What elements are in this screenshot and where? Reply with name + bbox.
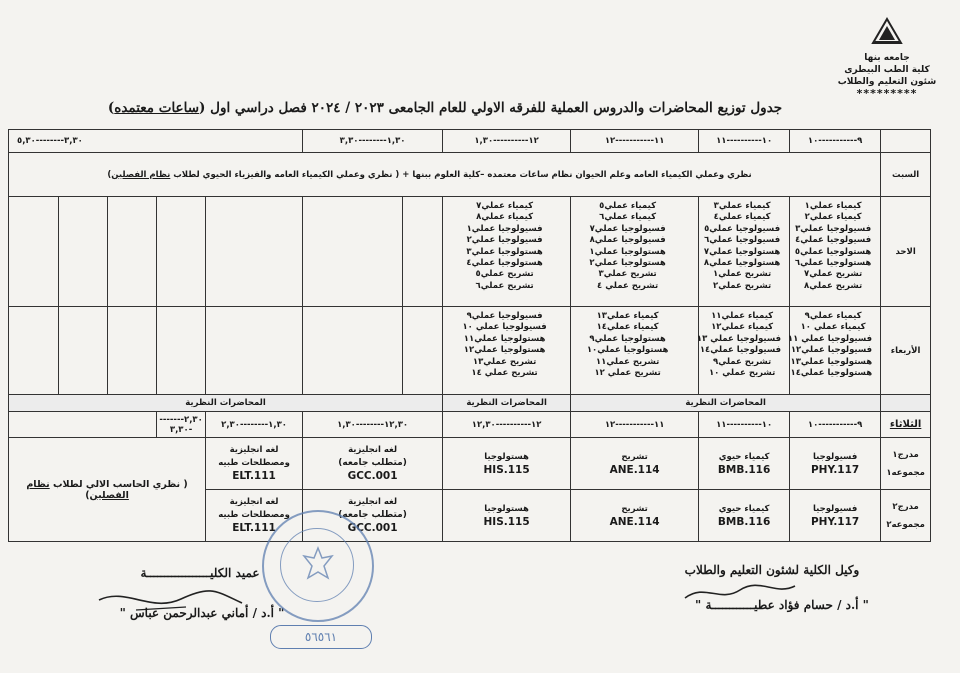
- list-item: فسيولوجيا عملي ١٠: [462, 322, 547, 333]
- list-item: كيمياء عملي٦: [599, 212, 657, 223]
- list-item: هستولوجيا عملي٢: [589, 258, 666, 269]
- saturday-row: [9, 153, 931, 197]
- wednesday-slot-1: [787, 307, 881, 395]
- dean-title: عميد الكليــــــــــــــــــة: [140, 566, 260, 580]
- list-item: تشريح عملي٨: [804, 280, 863, 291]
- empty-cell: [157, 307, 206, 395]
- list-item: كيمياء عملي٥: [599, 201, 657, 211]
- wednesday-slot-2: [696, 307, 790, 395]
- time-slot: ١٢----------١٢,٣٠: [443, 412, 571, 438]
- section-head: المحاضرات النظرية: [443, 395, 571, 412]
- university-name: جامعه بنها: [864, 53, 910, 63]
- hall-1-row: [9, 438, 931, 490]
- list-item: هستولوجيا عملي٧: [703, 246, 781, 257]
- time-slot: ٢,٣٠--------٣,٣٠: [157, 412, 206, 438]
- day-label-wednesday: الأربعاء: [881, 307, 931, 395]
- list-item: فسيولوجيا عملي١: [466, 223, 543, 234]
- empty-cell: [303, 197, 403, 307]
- list-item: كيمياء عملي٣: [713, 201, 771, 211]
- office-name: شئون التعليم والطلاب: [837, 77, 937, 87]
- list-item: فسيولوجيا عملي٤: [795, 235, 872, 246]
- section-head: المحاضرات النظرية: [571, 395, 881, 412]
- vice-dean-name: " أ.د / حسام فؤاد عطيــــــــــــة ": [695, 598, 869, 612]
- list-item: فسيولوجيا عملي٢: [466, 235, 543, 246]
- empty-cell: [881, 395, 931, 412]
- time-slot: ٩-----------١٠: [790, 412, 881, 438]
- section-head: المحاضرات النظرية: [9, 395, 443, 412]
- list-item: فسيولوجيا عملي ١٣: [696, 333, 782, 344]
- course-cell: لغه انجليزية (متطلب جامعه) GCC.001: [303, 438, 443, 490]
- list-item: تشريح عملي١٣: [472, 356, 537, 367]
- course-cell: كيمياء حيوي BMB.116: [699, 438, 790, 490]
- list-item: هستولوجيا عملي٨: [703, 258, 781, 269]
- day-label-saturday: السبت: [881, 153, 931, 197]
- empty-cell: [108, 307, 157, 395]
- list-item: هستولوجيا عملي١٤: [790, 368, 873, 379]
- list-item: تشريح عملي٦: [475, 280, 534, 291]
- list-item: هستولوجيا عملي١٣: [790, 356, 873, 367]
- sunday-row: [9, 197, 931, 307]
- list-item: فسيولوجيا عملي٩: [466, 311, 543, 321]
- faculty-seal-stamp: [262, 510, 374, 622]
- faculty-name: كلية الطب البيطرى: [844, 65, 930, 75]
- time-slot: ١٠----------١١: [699, 412, 790, 438]
- schedule-table: [8, 129, 931, 542]
- list-item: تشريح عملي ١٤: [471, 368, 538, 379]
- empty-cell: [9, 197, 59, 307]
- time-slot: ١١-----------١٢: [571, 130, 699, 153]
- lectures-header-row: [9, 395, 931, 412]
- sunday-slot-4: [443, 197, 571, 307]
- list-item: هستولوجيا عملي١٢: [463, 345, 546, 356]
- list-item: هستولوجيا عملي١٠: [586, 345, 669, 356]
- list-item: تشريح عملي٣: [598, 269, 657, 280]
- time-slot: ١,٣٠--------٢,٣٠: [206, 412, 303, 438]
- hall-2-label: مدرج٢ مجموعه٢: [881, 490, 931, 542]
- empty-cell: [108, 197, 157, 307]
- list-item: كيمياء عملي٨: [476, 212, 534, 223]
- stars-line: *********: [856, 87, 918, 100]
- hall-1-label: مدرج١ مجموعه١: [881, 438, 931, 490]
- time-slot: ١٢,٣٠--------١,٣٠: [303, 412, 443, 438]
- list-item: كيمياء عملي٧: [476, 201, 534, 211]
- list-item: تشريح عملي٥: [475, 269, 534, 280]
- time-slot: ١,٣٠--------٣,٣٠: [303, 130, 443, 153]
- time-slot: ١١-----------١٢: [571, 412, 699, 438]
- course-cell: تشريح ANE.114: [571, 438, 699, 490]
- list-item: تشريح عملي٧: [804, 269, 863, 280]
- list-item: تشريح عملي١١: [595, 356, 660, 367]
- list-item: فسيولوجيا عملي٥: [704, 223, 781, 234]
- stamp-number: ٥٦٥٦١: [270, 625, 372, 649]
- sunday-slot-3: [571, 197, 699, 307]
- list-item: فسيولوجيا عملي١٢: [790, 345, 873, 356]
- empty-cell: [303, 307, 403, 395]
- course-cell: لغه انجليزية ومصطلحات طبيه ELT.111: [206, 490, 303, 542]
- course-cell: لغه انجليزية (متطلب جامعه) GCC.001: [303, 490, 443, 542]
- empty-cell: [59, 197, 108, 307]
- university-logo-icon: [872, 18, 902, 44]
- list-item: هستولوجيا عملي٥: [794, 246, 872, 257]
- course-cell: كيمياء حيوي BMB.116: [699, 490, 790, 542]
- corner-cell: [881, 130, 931, 153]
- course-cell: تشريح ANE.114: [571, 490, 699, 542]
- wednesday-slot-4: [443, 307, 571, 395]
- list-item: فسيولوجيا عملي٦: [704, 235, 781, 246]
- vice-dean-title: وكيل الكلية لشئون التعليم والطلاب: [684, 563, 860, 577]
- list-item: فسيولوجيا عملي٣: [795, 223, 872, 234]
- list-item: هستولوجيا عملي٣: [466, 246, 543, 257]
- time-slot: ٩-----------١٠: [790, 130, 881, 153]
- list-item: كيمياء عملي٤: [713, 212, 771, 223]
- time-slot: ١٠----------١١: [699, 130, 790, 153]
- dean-name: " أ.د / أماني عبدالرحمن عباس ": [119, 606, 285, 620]
- list-item: هستولوجيا عملي١: [589, 246, 666, 257]
- empty-cell: [206, 307, 303, 395]
- list-item: هستولوجيا عملي٤: [466, 258, 543, 269]
- list-item: فسيولوجيا عملي٧: [589, 223, 666, 234]
- page-title: جدول توزيع المحاضرات والدروس العملية للفرقه الاولي للعام الجامعى ٢٠٢٣ / ٢٠٢٤ فصل دراسي اول (ساعات معتمده): [107, 100, 783, 116]
- list-item: هستولوجيا عملي٦: [794, 258, 872, 269]
- course-cell: هستولوجيا HIS.115: [443, 490, 571, 542]
- empty-cell: [206, 197, 303, 307]
- list-item: كيمياء عملي١٣: [596, 311, 659, 321]
- list-item: فسيولوجيا عملي١٤: [699, 345, 782, 356]
- empty-cell: [9, 412, 157, 438]
- empty-cell: [403, 197, 443, 307]
- list-item: كيمياء عملي١٤: [596, 322, 659, 333]
- list-item: تشريح عملي ٤: [597, 280, 659, 291]
- list-item: كيمياء عملي٩: [804, 311, 862, 321]
- tuesday-times-row: [9, 412, 931, 438]
- course-cell: هستولوجيا HIS.115: [443, 438, 571, 490]
- empty-cell: [157, 197, 206, 307]
- list-item: هستولوجيا عملي١١: [463, 333, 546, 344]
- sunday-slot-1: [790, 197, 881, 307]
- list-item: كيمياء عملي١٢: [711, 322, 774, 333]
- wednesday-row: [9, 307, 931, 395]
- list-item: تشريح عملي١: [713, 269, 772, 280]
- course-cell: فسيولوجيا PHY.117: [790, 490, 881, 542]
- list-item: فسيولوجيا عملي٨: [589, 235, 666, 246]
- list-item: كيمياء عملي ١٠: [800, 322, 866, 333]
- list-item: تشريح عملي ١٠: [708, 368, 776, 379]
- list-item: كيمياء عملي٢: [804, 212, 862, 223]
- list-item: هستولوجيا عملي٩: [589, 333, 666, 344]
- empty-cell: [9, 307, 59, 395]
- time-slot: ٣,٣٠--------٥,٣٠: [9, 130, 303, 153]
- list-item: تشريح عملي٩: [713, 356, 772, 367]
- eagle-emblem-icon: [298, 544, 338, 584]
- faculty-header: [832, 18, 942, 100]
- list-item: فسيولوجيا عملي ١١: [787, 333, 873, 344]
- list-item: تشريح عملي٢: [713, 280, 772, 291]
- day-label-sunday: الاحد: [881, 197, 931, 307]
- empty-cell: [59, 307, 108, 395]
- course-cell: لغه انجليزية ومصطلحات طبيه ELT.111: [206, 438, 303, 490]
- list-item: تشريح عملي ١٢: [594, 368, 661, 379]
- time-slot: ١٢----------١,٣٠: [443, 130, 571, 153]
- empty-cell: [403, 307, 443, 395]
- wednesday-slot-3: [571, 307, 699, 395]
- time-header-row: [9, 130, 931, 153]
- day-label-tuesday: الثلاثاء: [881, 412, 931, 438]
- computer-note: ( نظري الحاسب الالي لطلاب نظام الفصلين): [9, 438, 206, 542]
- course-cell: فسيولوجيا PHY.117: [790, 438, 881, 490]
- list-item: كيمياء عملي١: [804, 201, 862, 211]
- list-item: كيمياء عملي١١: [711, 311, 774, 321]
- saturday-note: نظري وعملي الكيمياء العامه وعلم الحيوان نظام ساعات معتمده –كلية العلوم ببنها + ( نظري وعملي الكيمياء العامه والفيزياء الحيوي لطلاب نظام الفصلين): [9, 153, 881, 197]
- sunday-slot-2: [699, 197, 790, 307]
